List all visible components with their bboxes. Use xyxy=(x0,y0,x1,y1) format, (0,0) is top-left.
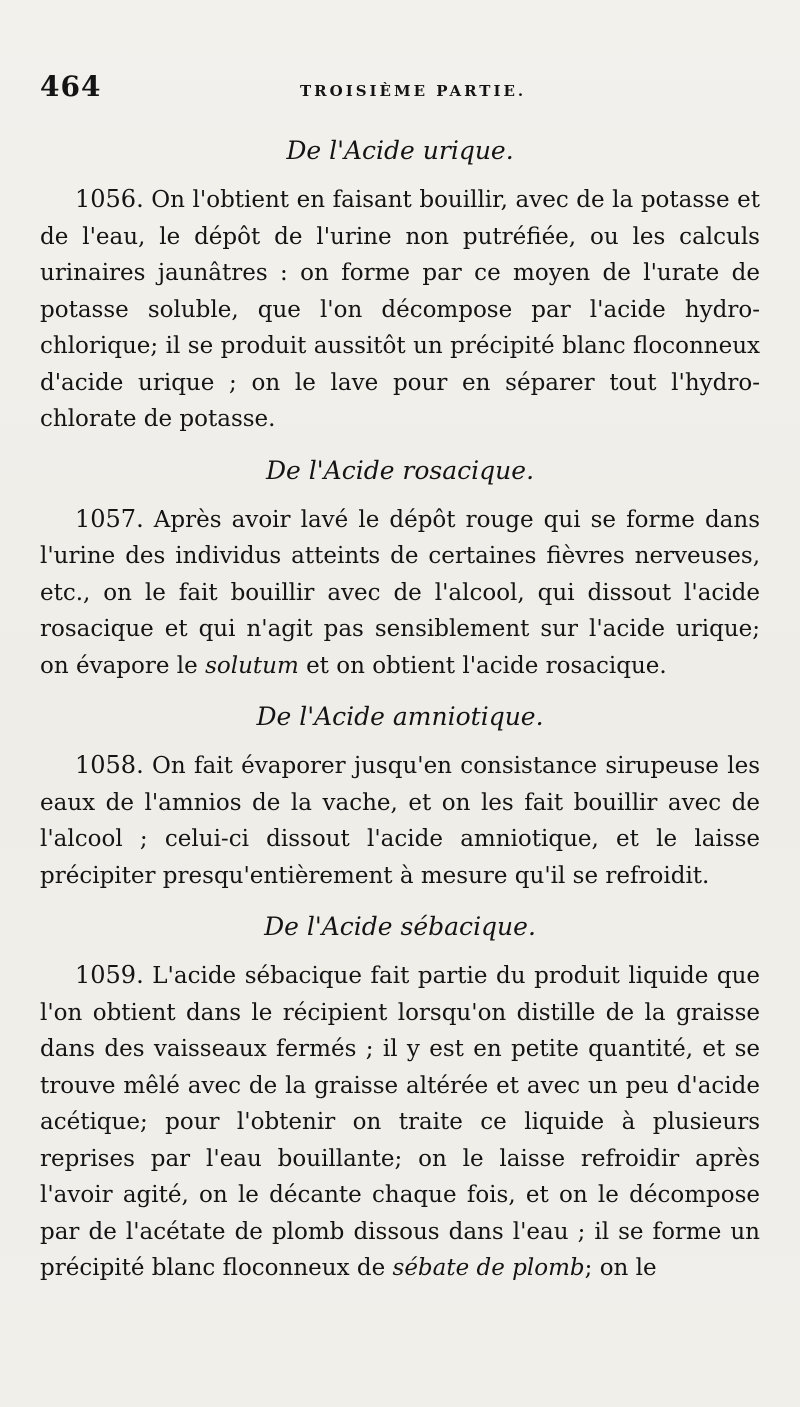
section-title: De l'Acide sébacique. xyxy=(264,912,536,941)
section-acide-amniotique xyxy=(40,702,760,894)
section-acide-urique xyxy=(40,136,760,438)
paragraph-1059 xyxy=(40,957,760,1287)
paragraph-1057 xyxy=(40,501,760,685)
paragraph-italic-term: sébate de plomb xyxy=(392,1255,585,1281)
paragraph-text-end: et on obtient l'acide rosacique. xyxy=(306,652,667,679)
paragraph-text-end: ; on le xyxy=(584,1255,657,1281)
paragraph-number: 1056. xyxy=(75,185,144,213)
section-acide-rosacique xyxy=(40,456,760,685)
paragraph-text: On fait évaporer jusqu'en consistance sirupeuse les eaux de l'amnios de la vache, et on les fait bouillir avec de l'alcool ; celui-ci dissout l'acide amniotique, et le laisse précipiter presqu'entièrement à mesure qu'il se refroidit. xyxy=(40,753,761,889)
section-title: De l'Acide urique. xyxy=(286,136,514,165)
section-acide-sebacique xyxy=(40,912,760,1287)
paragraph-text: L'acide sébacique fait partie du produit liquide que l'on obtient dans le récipient lorsqu'on distille de la graisse dans des vaisseaux fermés ; il y est en petite quantité, et se trouve mêlé avec de la graisse altérée et avec un peu d'acide acétique; pour l'obtenir on traite ce liquide à plusieurs reprises par l'eau bouillante; on le laisse refroidir après l'avoir agité, on le décante chaque fois, et on le décompose par de l'acétate de plomb dissous dans l'eau ; il se forme un précipité blanc floconneux de xyxy=(40,963,761,1281)
page-header xyxy=(40,70,760,118)
paragraph-text: On l'obtient en faisant bouillir, avec de la potasse et de l'eau, le dépôt de l'urine non putréfiée, ou les calculs urinaires jaunâtres : on forme par ce moyen de l'urate de potasse soluble, que l'on décompose par l'acide hydro-chlorique; il se produit aussitôt un précipité blanc floconneux d'acide urique ; on le lave pour en séparer tout l'hydro-chlorate de potasse. xyxy=(40,187,760,432)
paragraph-number: 1058. xyxy=(75,751,144,779)
paragraph-italic-term: solutum xyxy=(205,652,299,679)
paragraph-number: 1059. xyxy=(75,961,144,989)
page-number: 464 xyxy=(40,70,102,103)
paragraph-1056 xyxy=(40,181,760,438)
section-title: De l'Acide amniotique. xyxy=(256,702,544,731)
paragraph-number: 1057. xyxy=(75,504,144,533)
paragraph-1058 xyxy=(40,747,760,894)
running-head: TROISIÈME PARTIE. xyxy=(300,82,527,100)
section-title: De l'Acide rosacique. xyxy=(265,455,535,485)
paragraph-text: Après avoir lavé le dépôt rouge qui se forme dans l'urine des individus atteints de certaines fièvres nerveuses, etc., on le fait bouillir avec de l'alcool, qui dissout l'acide rosacique et qui n'agit pas sensiblement sur l'acide urique; on évapore le xyxy=(40,506,761,679)
